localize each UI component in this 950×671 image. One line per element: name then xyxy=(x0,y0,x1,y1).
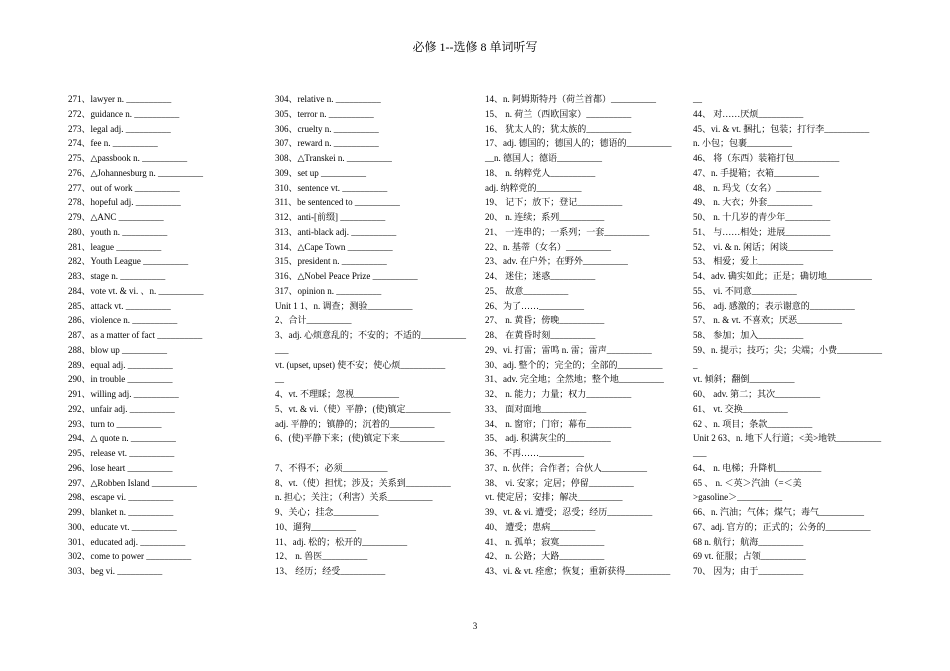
vocab-line: 31、adv. 完全地；全然地；整个地__________ xyxy=(485,374,664,385)
vocab-line: 275、△passbook n. __________ xyxy=(68,153,188,163)
vocab-line: 273、legal adj. __________ xyxy=(68,123,171,134)
vocab-line: 29、vi. 打雷；雷鸣 n. 雷；雷声__________ xyxy=(485,344,652,355)
vocab-line: 58、 参加；加入__________ xyxy=(693,330,804,340)
vocab-line: Unit 1 1、n. 调查；测验__________ xyxy=(275,300,413,311)
vocab-line: 14、n. 阿姆斯特丹（荷兰首都）__________ xyxy=(485,94,657,104)
page-number: 3 xyxy=(472,621,478,631)
vocab-line: 24、 迷住；迷惑__________ xyxy=(485,271,596,281)
vocab-line: 15、 n. 荷兰（西欧国家）__________ xyxy=(485,108,632,119)
vocab-line: 35、 adj. 积满灰尘的__________ xyxy=(485,433,611,444)
vocab-line: 299、blanket n. __________ xyxy=(68,507,174,517)
vocab-line: __ xyxy=(275,374,284,385)
vocab-line: 313、anti-black adj. __________ xyxy=(275,226,397,237)
vocab-line: _ xyxy=(693,359,698,370)
vocab-line: 310、sentence vt. __________ xyxy=(275,182,388,193)
vocab-line: 53、 相爱；爱上__________ xyxy=(693,256,804,267)
vocab-line: 290、in trouble __________ xyxy=(68,374,173,385)
vocab-line: 274、fee n. __________ xyxy=(68,138,158,149)
vocab-line: 285、attack vt. __________ xyxy=(68,300,171,311)
vocab-line: 284、vote vt. & vi. 、n. __________ xyxy=(68,285,204,296)
vocab-line: 10、遛狗__________ xyxy=(275,521,357,532)
vocab-line: 5、vt. & vi.（使）平静；(使)镇定__________ xyxy=(275,403,451,414)
vocab-line: 292、unfair adj. __________ xyxy=(68,403,175,414)
vocab-line: adj. 纳粹党的__________ xyxy=(485,182,582,193)
vocab-line: __ xyxy=(693,94,702,104)
vocab-line: 281、league __________ xyxy=(68,241,162,252)
vocab-line: 11、adj. 松的；松开的__________ xyxy=(275,536,408,547)
vocab-line: ___ xyxy=(693,448,707,458)
vocab-line: 277、out of work __________ xyxy=(68,182,180,193)
vocab-line: 45、vi. & vt. 捆扎；包装；打行李__________ xyxy=(693,123,870,134)
vocab-line: 47、n. 手提箱；衣箱__________ xyxy=(693,167,820,178)
vocab-line: n. 担心；关注；（利害）关系__________ xyxy=(275,492,433,503)
vocab-line: 69 vt. 征服；占领__________ xyxy=(693,551,806,562)
vocab-line: 317、opinion n. __________ xyxy=(275,285,382,296)
vocab-line: 294、△ quote n. __________ xyxy=(68,433,176,444)
vocab-line: 61、 vt. 交换__________ xyxy=(693,403,788,414)
vocab-line: 46、 将（东西）装箱打包__________ xyxy=(693,153,840,163)
vocab-line: 295、release vt. __________ xyxy=(68,448,175,458)
vocab-line: 307、reward n. __________ xyxy=(275,138,379,149)
vocab-line: 34、 n. 窗帘；门帘；幕布__________ xyxy=(485,418,632,429)
vocab-line: >gasoline＞__________ xyxy=(693,492,783,503)
vocab-line: 23、adv. 在户外；在野外__________ xyxy=(485,256,628,267)
vocab-line: 280、youth n. __________ xyxy=(68,226,168,237)
vocab-line: 56、 adj. 感激的；表示谢意的__________ xyxy=(693,300,855,311)
vocab-line: 12、 n. 兽医__________ xyxy=(275,551,368,562)
vocab-line: 8、vt.（使）担忧；涉及；关系到__________ xyxy=(275,477,451,488)
vocab-line: 312、anti-[前缀] __________ xyxy=(275,212,386,222)
vocab-line: 276、△Johannesburg n. __________ xyxy=(68,167,204,178)
vocab-line: 33、 面对面地__________ xyxy=(485,403,587,414)
vocab-line: 54、adv. 确实如此；正是；确切地__________ xyxy=(693,271,872,281)
vocab-line: 25、 故意__________ xyxy=(485,285,569,296)
vocab-line: 288、blow up __________ xyxy=(68,344,168,355)
vocab-line: 293、turn to __________ xyxy=(68,418,162,429)
vocab-line: 298、escape vi. __________ xyxy=(68,492,174,503)
vocab-line: 296、lose heart __________ xyxy=(68,462,173,473)
vocab-line: 311、be sentenced to __________ xyxy=(275,197,400,208)
vocab-line: 271、lawyer n. __________ xyxy=(68,94,172,104)
vocab-line: 42、 n. 公路；大路__________ xyxy=(485,551,605,562)
vocab-line: 278、hopeful adj. __________ xyxy=(68,197,181,208)
vocab-line: 282、Youth League __________ xyxy=(68,256,189,267)
vocab-line: 18、 n. 纳粹党人__________ xyxy=(485,167,596,178)
vocab-line: Unit 2 63、n. 地下人行道；<美>地铁__________ xyxy=(693,433,882,444)
vocab-line: 44、 对……厌烦__________ xyxy=(693,108,804,119)
vocab-line: 49、 n. 大衣；外套__________ xyxy=(693,197,813,208)
vocab-line: 21、 一连串的；一系列；一套__________ xyxy=(485,226,650,237)
vocab-line: vt. 使定居；安排；解决__________ xyxy=(485,492,623,503)
vocab-line: 50、 n. 十几岁的青少年__________ xyxy=(693,212,831,222)
vocab-line: 316、△Nobel Peace Prize __________ xyxy=(275,271,418,281)
vocab-line: 272、guidance n. __________ xyxy=(68,108,180,119)
vocab-line: 43、vi. & vt. 痊愈；恢复；重新获得__________ xyxy=(485,566,671,576)
vocab-line: 60、 adv. 第二；其次__________ xyxy=(693,389,821,399)
page-title: 必修 1--选修 8 单词听写 xyxy=(412,40,538,54)
vocab-line: 3、adj. 心烦意乱的；不安的；不适的__________ xyxy=(275,330,466,340)
vocab-line: 36、不再……__________ xyxy=(485,448,585,458)
vocab-line: 22、n. 基蒂（女名）__________ xyxy=(485,241,612,252)
vocab-line: 66、n. 汽油；气体；煤气；毒气__________ xyxy=(693,507,865,517)
vocab-line: vt. (upset, upset) 使不安；使心烦__________ xyxy=(275,359,446,370)
vocab-line: 64、 n. 电梯；升降机__________ xyxy=(693,462,822,473)
vocab-line: n. 小包；包裹__________ xyxy=(693,138,793,149)
vocab-line: 57、 n. & vt. 不喜欢；厌恶__________ xyxy=(693,315,843,326)
vocab-line: 19、 记下；放下；登记__________ xyxy=(485,197,623,208)
vocab-line: 39、vt. & vi. 遭受；忍受；经历__________ xyxy=(485,507,653,517)
vocab-line: 301、educated adj. __________ xyxy=(68,536,186,547)
vocab-line: 17、adj. 德国的；德国人的；德语的__________ xyxy=(485,138,672,149)
vocab-line: 302、come to power __________ xyxy=(68,551,192,562)
vocab-line: 65 、 n. ＜英＞汽油（=＜美 xyxy=(693,477,802,488)
vocab-line: 2、合计__________ xyxy=(275,315,352,326)
vocab-line: 51、 与……相处；进展__________ xyxy=(693,226,831,237)
vocab-line: 306、cruelty n. __________ xyxy=(275,123,379,134)
vocab-line: 38、 vi. 安家；定居；停留__________ xyxy=(485,477,634,488)
vocab-line: 26、为了……__________ xyxy=(485,300,585,311)
vocab-line: 279、△ANC __________ xyxy=(68,212,164,222)
vocab-line: 62 、n. 项目；条款__________ xyxy=(693,418,813,429)
vocab-line: ___ xyxy=(275,344,289,355)
vocab-line: 41、 n. 孤单；寂寞__________ xyxy=(485,536,605,547)
vocab-line: __n. 德国人；德语__________ xyxy=(485,153,603,163)
vocab-line: 304、relative n. __________ xyxy=(275,94,381,104)
vocab-line: 9、关心；挂念__________ xyxy=(275,507,379,517)
vocab-line: 59、n. 提示；技巧；尖；尖端；小费__________ xyxy=(693,344,883,355)
vocab-line: 67、adj. 官方的；正式的；公务的__________ xyxy=(693,521,871,532)
vocab-line: 32、 n. 能力；力量；权力__________ xyxy=(485,389,632,399)
vocab-column-4 xyxy=(693,92,893,579)
vocab-line: 20、 n. 连续；系列__________ xyxy=(485,212,605,222)
vocab-line: 68 n. 航行；航海__________ xyxy=(693,536,804,547)
vocab-line: 48、 n. 玛戈（女名）__________ xyxy=(693,182,822,193)
vocab-column-1 xyxy=(68,92,263,579)
vocab-line: 6、(使)平静下来；(使)镇定下来__________ xyxy=(275,433,445,444)
vocab-line: 287、as a matter of fact __________ xyxy=(68,330,203,340)
vocab-line: 309、set up __________ xyxy=(275,167,366,178)
vocab-line: 27、 n. 黄昏；傍晚__________ xyxy=(485,315,605,326)
vocab-line: 37、n. 伙伴；合作者；合伙人__________ xyxy=(485,462,648,473)
vocab-line: 4、vt. 不理睬；忽视__________ xyxy=(275,389,400,399)
vocab-line: 289、equal adj. __________ xyxy=(68,359,173,370)
vocab-line: 28、 在黄昏时刻__________ xyxy=(485,330,596,340)
vocab-line: 297、△Robben Island __________ xyxy=(68,477,197,488)
vocab-column-3 xyxy=(485,92,685,579)
vocab-line: 291、willing adj. __________ xyxy=(68,389,179,399)
vocab-line: 13、 经历；经受__________ xyxy=(275,566,386,576)
vocab-line: 30、adj. 整个的；完全的；全部的__________ xyxy=(485,359,663,370)
vocab-line: 16、 犹太人的；犹太族的__________ xyxy=(485,123,632,134)
vocab-line: adj. 平静的；镇静的；沉着的__________ xyxy=(275,418,435,429)
vocab-line: 7、不得不；必须__________ xyxy=(275,462,388,473)
vocab-column-2 xyxy=(275,92,475,579)
vocab-line: vt. 倾斜；翻倒__________ xyxy=(693,374,795,385)
vocab-line: 303、beg vi. __________ xyxy=(68,566,163,576)
vocab-line: 315、president n. __________ xyxy=(275,256,387,267)
vocab-line: 308、△Transkei n. __________ xyxy=(275,153,392,163)
vocab-line: 52、 vi. & n. 闲话；闲谈__________ xyxy=(693,241,834,252)
vocab-line xyxy=(275,446,475,461)
vocab-line: 40、 遭受；患病__________ xyxy=(485,521,596,532)
vocab-line: 314、△Cape Town __________ xyxy=(275,241,393,252)
vocab-line: 286、violence n. __________ xyxy=(68,315,178,326)
vocab-line: 55、 vi. 不同意__________ xyxy=(693,285,797,296)
vocab-line: 70、 因为；由于__________ xyxy=(693,566,804,576)
vocab-line: 305、terror n. __________ xyxy=(275,108,374,119)
vocab-line: 283、stage n. __________ xyxy=(68,271,166,281)
vocab-line: 300、educate vt. __________ xyxy=(68,521,177,532)
